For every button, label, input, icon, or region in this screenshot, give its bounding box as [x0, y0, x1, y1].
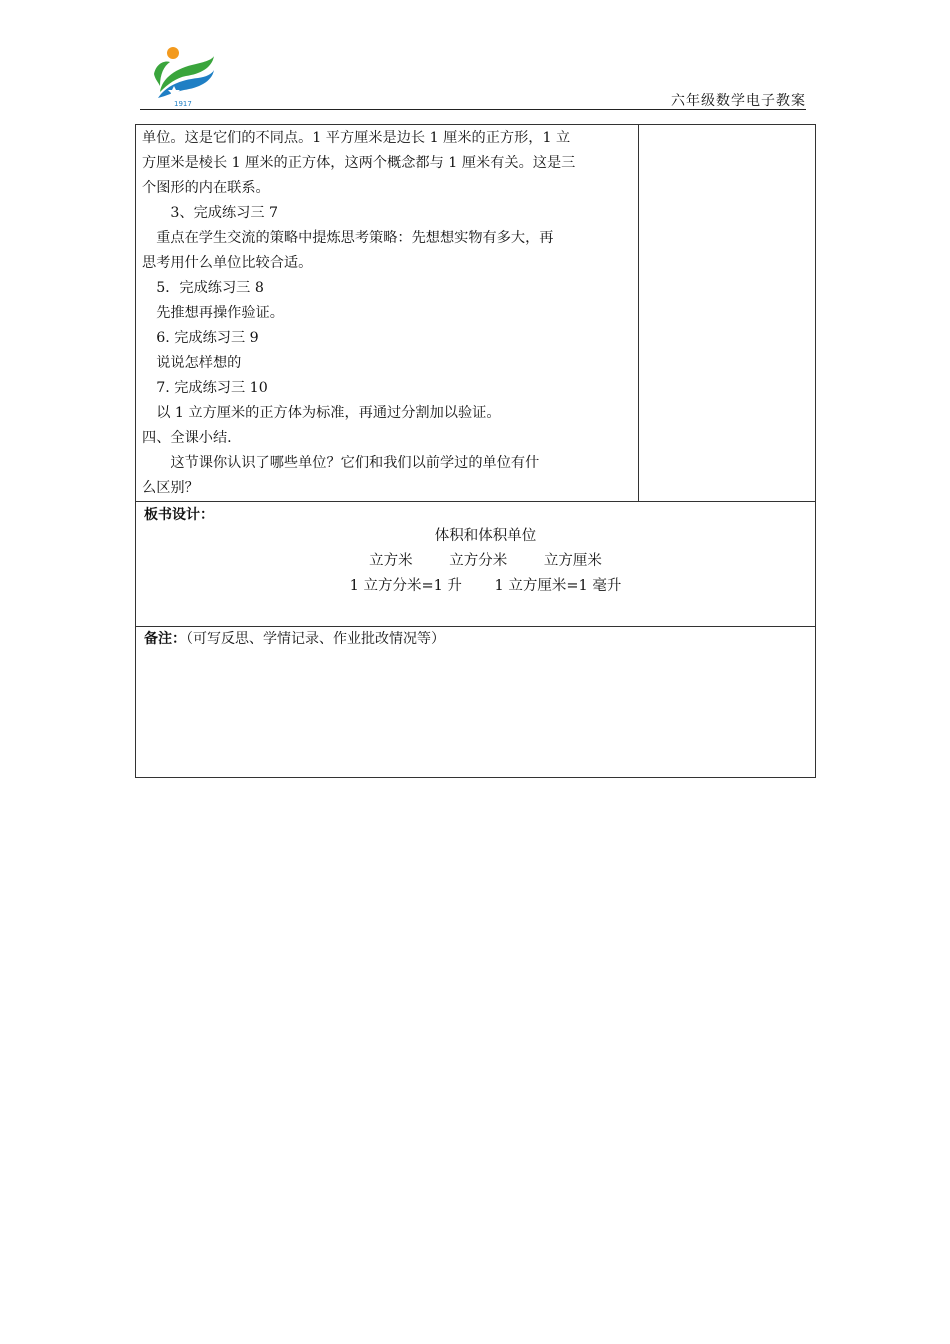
process-line: 么区别？ — [142, 480, 199, 496]
process-line: 个图形的内在联系。 — [142, 180, 270, 196]
process-line: 3、完成练习三 7 — [142, 205, 279, 221]
process-line: 方厘米是棱长 1 厘米的正方体，这两个概念都与 1 厘米有关。这是三 — [142, 155, 576, 171]
remarks-label: 备注： — [144, 631, 186, 647]
notes-side-cell — [638, 125, 815, 502]
process-line: 以 1 立方厘米的正方体为标准，再通过分割加以验证。 — [142, 405, 501, 421]
board-units — [156, 549, 815, 574]
board-unit: 立方厘米 — [543, 553, 602, 569]
process-line: 说说怎样想的 — [142, 355, 242, 371]
process-line: 单位。这是它们的不同点。1 平方厘米是边长 1 厘米的正方形，1 立 — [142, 130, 571, 146]
lesson-plan-table — [135, 124, 816, 778]
process-line: 重点在学生交流的策略中提炼思考策略：先想想实物有多大，再 — [142, 230, 554, 246]
remarks-header — [136, 627, 815, 648]
board-unit: 立方分米 — [449, 553, 508, 569]
board-equation: 1 立方分米=1 升 — [349, 578, 462, 594]
board-unit: 立方米 — [369, 553, 413, 569]
teaching-process-text — [136, 125, 638, 501]
board-equations — [156, 574, 815, 599]
school-logo — [146, 46, 216, 108]
board-design-content — [136, 524, 815, 599]
header-title: 六年级数学电子教案 — [671, 93, 806, 109]
table-row — [136, 502, 816, 627]
process-line: 7. 完成练习三 10 — [142, 380, 268, 396]
school-logo-icon — [146, 46, 216, 108]
process-line: 5．完成练习三 8 — [142, 280, 264, 296]
process-line: 这节课你认识了哪些单位？它们和我们以前学过的单位有什 — [142, 455, 540, 471]
remarks-cell — [136, 627, 816, 778]
teaching-process-cell — [136, 125, 639, 502]
header-divider — [140, 109, 806, 110]
board-heading: 体积和体积单位 — [434, 528, 537, 544]
board-equation: 1 立方厘米=1 毫升 — [494, 578, 622, 594]
remarks-hint: （可写反思、学情记录、作业批改情况等） — [186, 631, 445, 647]
table-row — [136, 627, 816, 778]
process-line: 先推想再操作验证。 — [142, 305, 284, 321]
board-design-cell — [136, 502, 816, 627]
board-design-header — [136, 502, 815, 524]
logo-year: 1917 — [174, 100, 192, 108]
process-line: 6. 完成练习三 9 — [142, 330, 259, 346]
board-design-label: 板书设计： — [144, 507, 214, 523]
table-row — [136, 125, 816, 502]
process-line: 四、全课小结. — [142, 430, 232, 446]
process-line: 思考用什么单位比较合适。 — [142, 255, 313, 271]
